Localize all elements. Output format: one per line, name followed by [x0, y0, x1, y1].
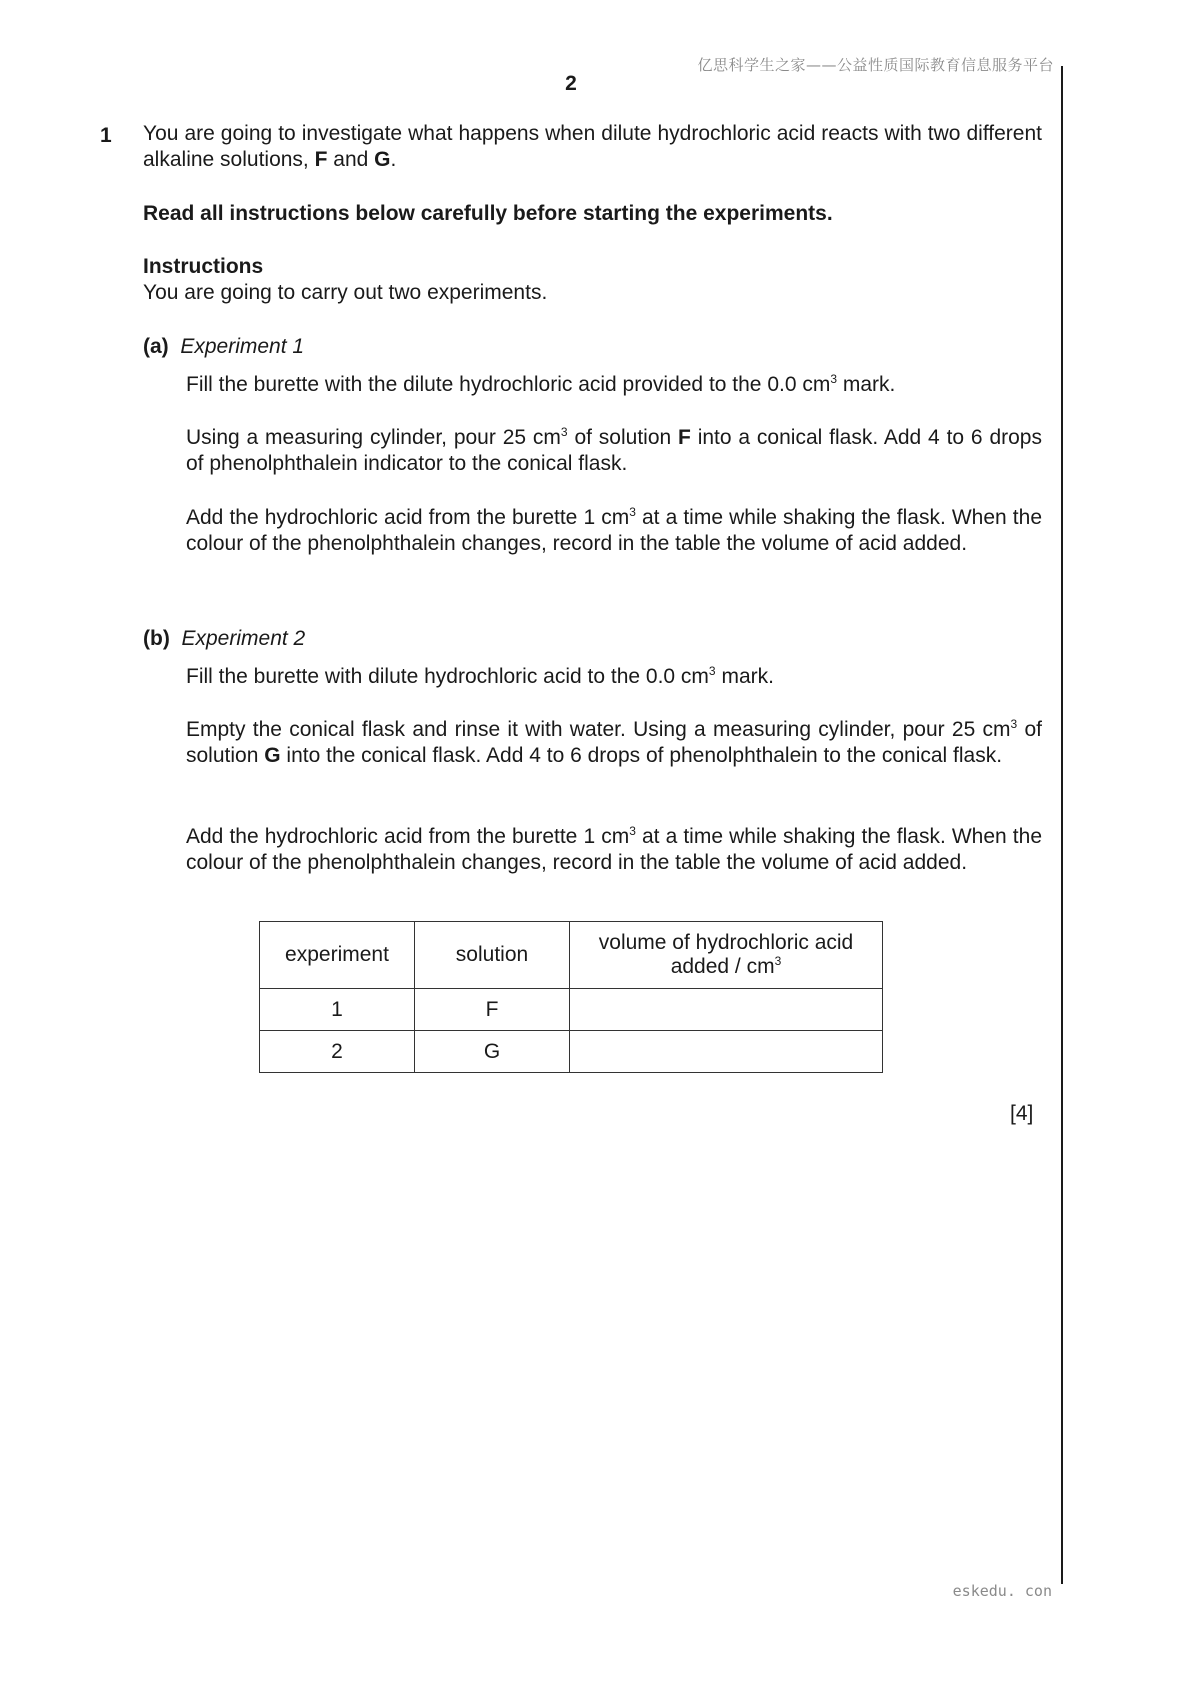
part-b-paragraph-1	[186, 664, 1042, 690]
margin-rule	[1061, 66, 1063, 1584]
table-row	[260, 1031, 883, 1073]
marks-allocation: [4]	[1010, 1102, 1034, 1125]
cm3-superscript: 3	[629, 824, 636, 838]
part-b-paragraph-2	[186, 717, 1042, 769]
solution-g-label: G	[374, 148, 391, 171]
header-volume-line1: volume of hydrochloric acid	[598, 931, 854, 954]
solution-f-label: F	[314, 148, 328, 171]
and-word: and	[333, 148, 369, 171]
cell-experiment: 2	[260, 1031, 415, 1073]
part-a-heading	[143, 334, 304, 360]
part-a-p1-text: Fill the burette with the dilute hydrochloric acid provided to the 0.0 cm	[186, 373, 831, 396]
cm3-superscript: 3	[629, 505, 636, 519]
part-b-p2-mid: of solution	[186, 718, 1042, 767]
cm3-superscript: 3	[1010, 717, 1018, 731]
cm3-superscript: 3	[830, 372, 838, 386]
part-a-title: Experiment 1	[180, 335, 305, 358]
part-b-p1-end: mark.	[721, 665, 774, 688]
part-a-p2-mid: of solution	[574, 426, 672, 449]
cm3-superscript: 3	[708, 664, 716, 678]
watermark-footer: eskedu. con	[952, 1582, 1052, 1600]
part-b-label: (b)	[143, 627, 170, 650]
question-intro	[143, 121, 1042, 173]
question-number: 1	[100, 124, 112, 147]
part-b-p1-text: Fill the burette with dilute hydrochloric acid to the 0.0 cm	[186, 665, 709, 688]
part-b-heading	[143, 626, 305, 652]
instructions-heading: Instructions	[143, 255, 264, 278]
watermark-header: 亿思科学生之家——公益性质国际教育信息服务平台	[697, 56, 1054, 74]
part-a-label: (a)	[143, 335, 169, 358]
results-table	[259, 921, 883, 1073]
cell-experiment: 1	[260, 989, 415, 1031]
solution-g-label: G	[264, 744, 281, 767]
part-b-p2-end: into the conical flask. Add 4 to 6 drops of phenolphthalein to the conical flask.	[286, 744, 1003, 767]
part-a-paragraph-3	[186, 505, 1042, 557]
header-experiment: experiment	[260, 922, 415, 989]
header-volume-line2: added / cm	[670, 955, 775, 978]
part-a-p2-text: Using a measuring cylinder, pour 25 cm	[186, 426, 561, 449]
intro-end: .	[390, 148, 397, 171]
cell-solution: F	[415, 989, 570, 1031]
part-a-p1-end: mark.	[842, 373, 896, 396]
cell-volume-input[interactable]	[570, 1031, 883, 1073]
page-number: 2	[565, 72, 577, 95]
part-a-p2-end: into a conical flask. Add 4 to 6 drops of phenolphthalein indicator to the conical flask.	[186, 426, 1042, 475]
intro-text: You are going to investigate what happens when dilute hydrochloric acid reacts with two different alkaline solutions,	[143, 122, 1042, 171]
read-all-instructions: Read all instructions below carefully before starting the experiments.	[143, 202, 833, 225]
header-solution: solution	[415, 922, 570, 989]
table-header-row	[260, 922, 883, 989]
part-b-title: Experiment 2	[181, 627, 306, 650]
header-volume	[570, 922, 883, 989]
table-row	[260, 989, 883, 1031]
part-b-p3-text: Add the hydrochloric acid from the burette 1 cm	[186, 825, 630, 848]
cell-solution: G	[415, 1031, 570, 1073]
part-a-p3-end: at a time while shaking the flask. When the colour of the phenolphthalein changes, record in the table the volume of acid added.	[186, 506, 1042, 555]
part-a-p3-text: Add the hydrochloric acid from the burette 1 cm	[186, 506, 630, 529]
instructions-body: You are going to carry out two experiments.	[143, 281, 548, 304]
part-b-p3-end: at a time while shaking the flask. When the colour of the phenolphthalein changes, record in the table the volume of acid added.	[186, 825, 1042, 874]
cm3-superscript: 3	[560, 425, 568, 439]
cell-volume-input[interactable]	[570, 989, 883, 1031]
solution-f-label: F	[678, 426, 691, 449]
part-a-paragraph-1	[186, 372, 1042, 398]
part-b-paragraph-3	[186, 824, 1042, 876]
part-b-p2-text: Empty the conical flask and rinse it with water. Using a measuring cylinder, pour 25 cm	[186, 718, 1011, 741]
cm3-superscript: 3	[774, 954, 782, 968]
part-a-paragraph-2	[186, 425, 1042, 477]
